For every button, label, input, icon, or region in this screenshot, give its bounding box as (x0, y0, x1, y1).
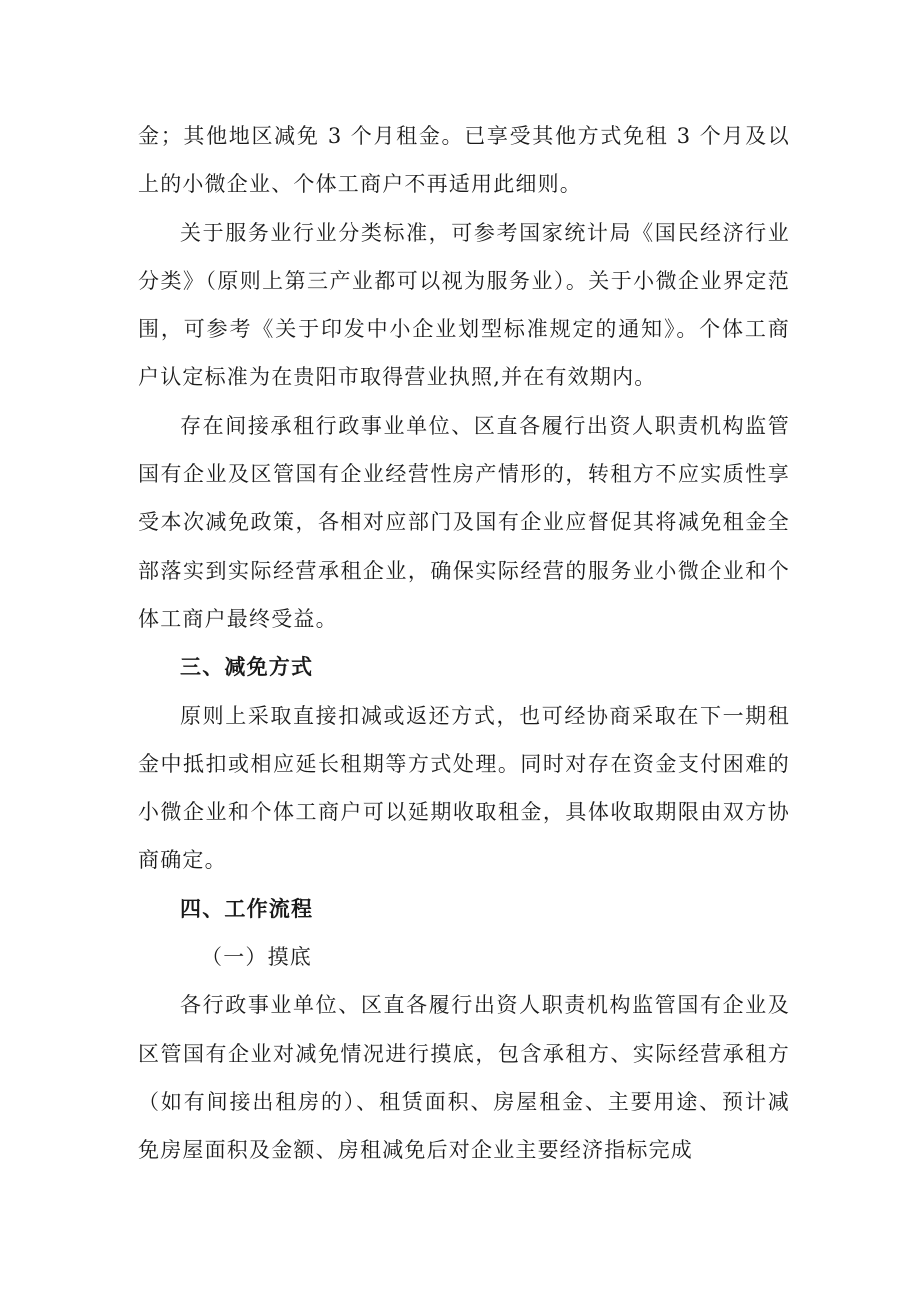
paragraph-exemption-method: 原则上采取直接扣减或返还方式，也可经协商采取在下一期租金中抵扣或相应延长租期等方式处理。同时对存在资金支付困难的小微企业和个体工商户可以延期收取租金，具体收取期限由双方协商确定。 (138, 703, 790, 873)
paragraph-indirect-lease: 存在间接承租行政事业单位、区直各履行出资人职责机构监管国有企业及区管国有企业经营性房产情形的，转租方不应实质性享受本次减免政策，各相对应部门及国有企业应督促其将减免租金全部落实到实际经营承租企业，确保实际经营的服务业小微企业和个体工商户最终受益。 (138, 413, 790, 631)
section-heading-exemption-method: 三、减免方式 (180, 655, 314, 680)
document-body (138, 112, 790, 1175)
section-heading-workflow: 四、工作流程 (180, 896, 314, 921)
paragraph-survey: 各行政事业单位、区直各履行出资人职责机构监管国有企业及区管国有企业对减免情况进行摸底，包含承租方、实际经营承租方（如有间接出租房的）、租赁面积、房屋租金、主要用途、预计减免房屋面积及金额、房租减免后对企业主要经济指标完成 (138, 993, 790, 1163)
paragraph-service-industry-standard: 关于服务业行业分类标准，可参考国家统计局《国民经济行业分类》（原则上第三产业都可以视为服务业）。关于小微企业界定范围，可参考《关于印发中小企业划型标准规定的通知》。个体工商户认定标准为在贵阳市取得营业执照,并在有效期内。 (138, 220, 790, 390)
subsection-heading-survey: （一）摸底 (201, 945, 312, 970)
paragraph-rent-exemption-continued: 金；其他地区减免 3 个月租金。已享受其他方式免租 3 个月及以上的小微企业、个体工商户不再适用此细则。 (138, 124, 790, 197)
